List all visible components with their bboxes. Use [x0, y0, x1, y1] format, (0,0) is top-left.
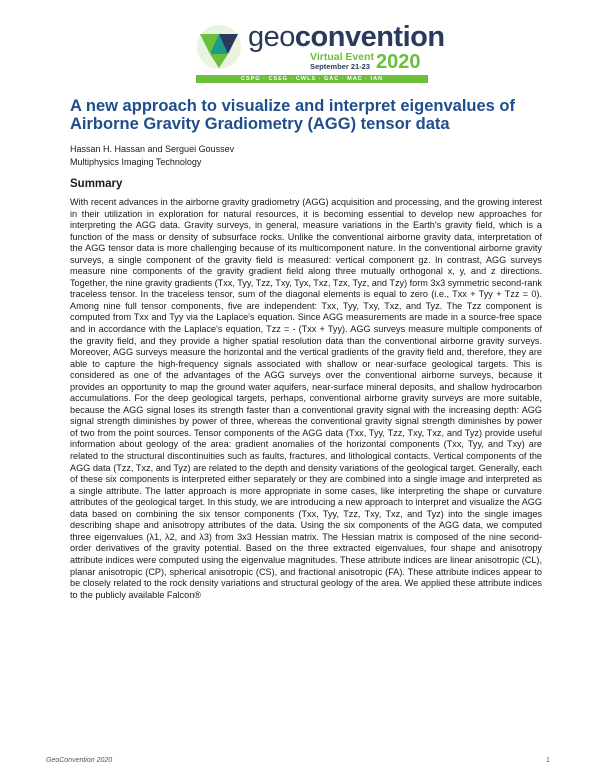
section-title: Summary: [70, 178, 123, 190]
paper-authors: Hassan H. Hassan and Serguei Goussev: [70, 144, 235, 154]
paper-title: A new approach to visualize and interpret eigenvalues of Airborne Gravity Gradiometry (AGG) tensor data: [70, 97, 515, 133]
logo-wordmark: [248, 22, 445, 52]
logo-societies-bar: CSPG · CSEG · CWLS · GAC · MAC · IAN: [196, 75, 428, 83]
geoconvention-logo: [196, 22, 446, 82]
geoconvention-mark-icon: [196, 24, 242, 70]
logo-year: 2020: [376, 51, 421, 73]
logo-dates: September 21-23: [310, 62, 371, 71]
logo-word-convention: convention: [294, 21, 445, 53]
summary-paragraph: With recent advances in the airborne gravity gradiometry (AGG) acquisition and processing, and the growing interest in their utilization in exploration for natural resources, it is becoming essential to develop new approaches for interpreting the AGG data. Gravity surveys, in general, measure variations in the Earth's gravity field, which is a function of the mass or density of subsurface rocks. Unlike the conventional airborne gravity data, interpretation of the AGG tensor data is more challenging because of its multicomponent nature. In the conventional airborne gravity surveys, a single component of the gravity field is measured: vertical component gz. In contrast, AGG surveys measure nine components of the gravity gradient field along three mutually orthogonal x, y, and z directions. Together, the nine gravity gradients (Txx, Tyy, Tzz, Txy, Tyx, Txz, Tzx, Tyz, and Tzy) form 3x3 symmetric second-rank traceless tensor. In the traceless tensor, sum of the diagonal elements is equal to zero (i.e., Txx + Tyy + Tzz = 0). Among nine full tensor components, five are independent: Txx, Tyy, Txy, Txz, and Tyz. The Tzz component is computed from Txx and Tyy via the Laplace's equation. Since AGG measurements are made in a source-free space and in accordance with the Laplace's equation, Tzz = - (Txx + Tyy). AGG surveys measure multiple components of the gravity field, and they provide a higher spatial resolution data than the conventional airborne gravity surveys. Moreover, AGG surveys measure the horizontal and the vertical gradients of the gravity field and, therefore, they are able to capture the high-frequency signals associated with shallow or near-surface geological targets. This is considered as one of the advantages of the AGG surveys over the conventional airborne surveys, because it provides an opportunity to map the ground water aquifers, near-surface mineral deposits, and shallow hydrocarbon accumulations. For the deep geological targets, perhaps, conventional airborne gravity surveys are more suitable, because the AGG signal loses its strength faster than a conventional gravity signal with the increasing depth: AGG signal strength diminishes by power of three, whereas the conventional gravity signal strength diminishes by power of two from the point sources. Tensor components of the AGG data (Txx, Tyy, Tzz, Txy, Txz, and Tyz) provide useful information about geology of the area: gradient anomalies of the horizontal components (Txx, Tyy, and Txy) are related to the structural discontinuities such as faults, fractures, and lithological contacts. Vertical components of the AGG data (Tzz, Txz, and Tyz) are related to the depth and density variations of the geological target. Generally, each of these six components is interpreted either separately or they are combined into a single image and interpreted as a single attribute. The latter approach is more appropriate in some cases, like interpreting the shape or curvature attributes of the geological target. In this study, we are introducing a new approach to interpret and visualize the AGG data based on combining the six tensor components (Txx, Tyy, Tzz, Txy, Txz, and Tyz) into the single images describing shape and anisotropy attributes of the data. Using the six components of the AGG data, we computed three eigenvalues (λ1, λ2, and λ3) from 3x3 Hessian matrix. The Hessian matrix is composed of the nine second-order derivatives of the gravity potential. Based on the three extracted eigenvalues, four shape and anisotropy attribute indices were computed using the eigenvalue magnitudes. These attribute indices are linear anisotropic (CL), planar anisotropic (CP), spherical anisotropic (CS), and fractional anisotropic (FA). These attribute indices appear to be closely related to the rock density variations and structural geology of the area. We applied these attribute indices to the publicly available Falcon®: [70, 197, 542, 600]
logo-word-geo: geo: [248, 21, 295, 53]
footer-page-number: 1: [546, 757, 550, 764]
logo-virtual-event: Virtual Event: [310, 51, 374, 63]
footer-conference: GeoConvention 2020: [46, 757, 113, 764]
paper-affiliation: Multiphysics Imaging Technology: [70, 157, 202, 167]
